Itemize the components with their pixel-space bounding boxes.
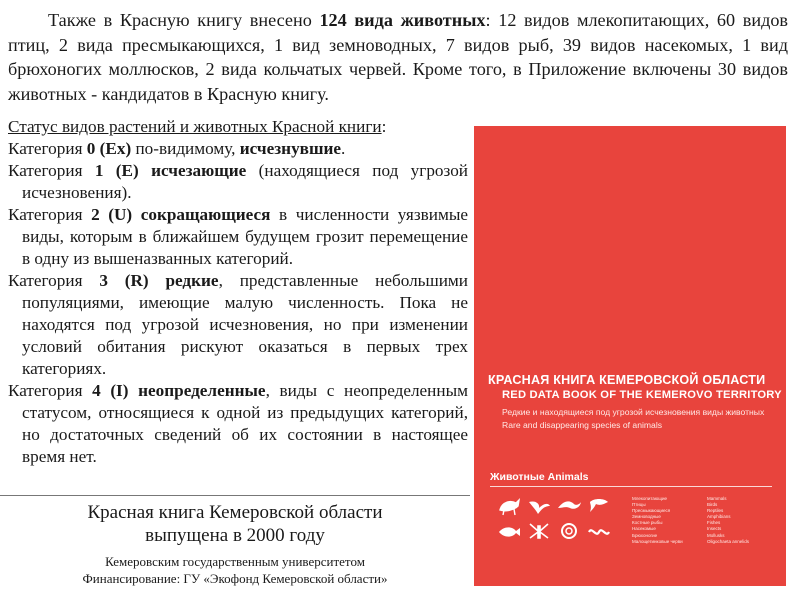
category-term: исчезающие	[151, 161, 247, 180]
credits-funding: Финансирование: ГУ «Экофонд Кемеровской области»	[82, 571, 388, 586]
legend-item: Насекомые	[632, 526, 656, 532]
legend-item: Малощетинковые черви	[632, 538, 683, 544]
category-desc: , виды с неопределенным статусом, относящиеся к одной из предыдущих категорий, но достаточных сведений об их состоянии в настоящее время нет.	[22, 381, 469, 466]
category-label: Категория	[8, 139, 87, 158]
category-label: Категория	[8, 381, 93, 400]
intro-prefix: Также в Красную книгу внесено	[48, 10, 320, 30]
status-heading-line	[8, 116, 468, 138]
category-label: Категория	[8, 161, 95, 180]
insect-icon	[526, 520, 552, 542]
legend-item: Брюхоногие	[632, 532, 658, 538]
credits-publisher: Кемеровским государственным университетом	[105, 554, 365, 569]
legend-item: Oligochaeta annelids	[707, 538, 750, 544]
book-cover	[474, 126, 786, 586]
credits-year: выпущена в 2000 году	[145, 525, 325, 546]
intro-rest: : 12 видов млекопитающих, 60 видов птиц, 2 вида пресмыкающихся, 1 вид земноводных, 7 видов рыб, 39 видов насекомых, 1 вид брюхоногих моллюсков, 2 вида кольчатых червей. Кроме того, в Приложение включены 30 видов животных - кандидатов в Красную книгу.	[8, 10, 789, 104]
legend-item: Mammals	[707, 496, 727, 501]
category-code: 1 (E)	[94, 161, 139, 180]
status-heading: Статус видов растений и животных Красной книги	[8, 117, 382, 136]
animal-icons	[494, 494, 614, 546]
category-1	[8, 160, 468, 204]
cover-title-en: RED DATA BOOK OF THE KEMEROVO TERRITORY	[502, 389, 782, 401]
category-code: 2 (U)	[91, 205, 133, 224]
category-term: сокращающиеся	[140, 205, 271, 224]
legend-item: Insects	[707, 526, 722, 532]
category-code: 3 (R)	[99, 271, 149, 290]
legend-item: Земноводные	[632, 514, 661, 520]
category-desc: , представленные небольшими популяциями, имеющие малую численность. Пока не находятся под угрозой исчезновения, но при изменении условий обитания рискуют оказаться в первых трех категориях.	[22, 271, 468, 378]
category-spacer	[132, 205, 141, 224]
category-3	[8, 270, 468, 380]
legend-item: Reptiles	[707, 508, 724, 514]
legend-item: Млекопитающие	[632, 496, 667, 501]
status-section	[8, 116, 468, 468]
cover-subtitle-en: Rare and disappearing species of animals	[502, 420, 663, 430]
intro-count: 124 вида животных	[319, 10, 486, 30]
category-0	[8, 138, 468, 160]
cover-title-ru: КРАСНАЯ КНИГА КЕМЕРОВСКОЙ ОБЛАСТИ	[488, 373, 766, 387]
legend-en	[707, 496, 749, 545]
amphibian-icon	[586, 494, 612, 516]
section-divider	[0, 495, 470, 496]
category-code: 4 (I)	[92, 381, 129, 400]
category-desc: (находящиеся под угрозой исчезновения).	[22, 161, 468, 202]
legend-ru	[632, 496, 683, 545]
legend-item: Amphibians	[707, 514, 731, 520]
publication-credits	[0, 502, 470, 587]
fish-icon	[496, 520, 522, 542]
category-label: Категория	[8, 205, 92, 224]
reptile-icon	[556, 494, 582, 516]
legend-item: Пресмыкающиеся	[632, 508, 671, 514]
category-term: неопределенные	[138, 381, 266, 400]
legend-item: Костные рыбы	[632, 520, 663, 526]
credits-title: Красная книга Кемеровской области	[87, 502, 383, 523]
category-4	[8, 380, 468, 468]
category-term: исчезнувшие	[239, 139, 341, 158]
legend-item: Birds	[707, 502, 718, 508]
cover-section-label: Животные Animals	[490, 471, 589, 483]
cover-divider	[490, 486, 772, 487]
legend-item: Птицы	[632, 502, 646, 508]
legend-item: Mollusks	[707, 532, 725, 538]
status-heading-colon: :	[381, 117, 387, 136]
intro-paragraph	[8, 8, 788, 106]
category-spacer	[149, 271, 166, 290]
worm-icon	[586, 520, 612, 542]
category-desc: .	[341, 139, 346, 158]
bird-icon	[526, 494, 552, 516]
category-spacer	[139, 161, 151, 180]
category-term: редкие	[165, 271, 219, 290]
legend-item: Fishes	[707, 520, 721, 526]
category-code: 0 (Ex)	[86, 139, 132, 158]
mammal-icon	[496, 494, 522, 516]
category-spacer	[128, 381, 138, 400]
cover-subtitle-ru: Редкие и находящиеся под угрозой исчезновения виды животных	[502, 407, 765, 417]
mollusk-icon	[556, 520, 582, 542]
category-label: Категория	[8, 271, 100, 290]
category-desc: в численности уязвимые виды, которым в ближайшем будущем грозит перемещение в одну из вышеназванных категорий.	[22, 205, 468, 268]
category-spacer: по-видимому,	[131, 139, 240, 158]
category-2	[8, 204, 468, 270]
